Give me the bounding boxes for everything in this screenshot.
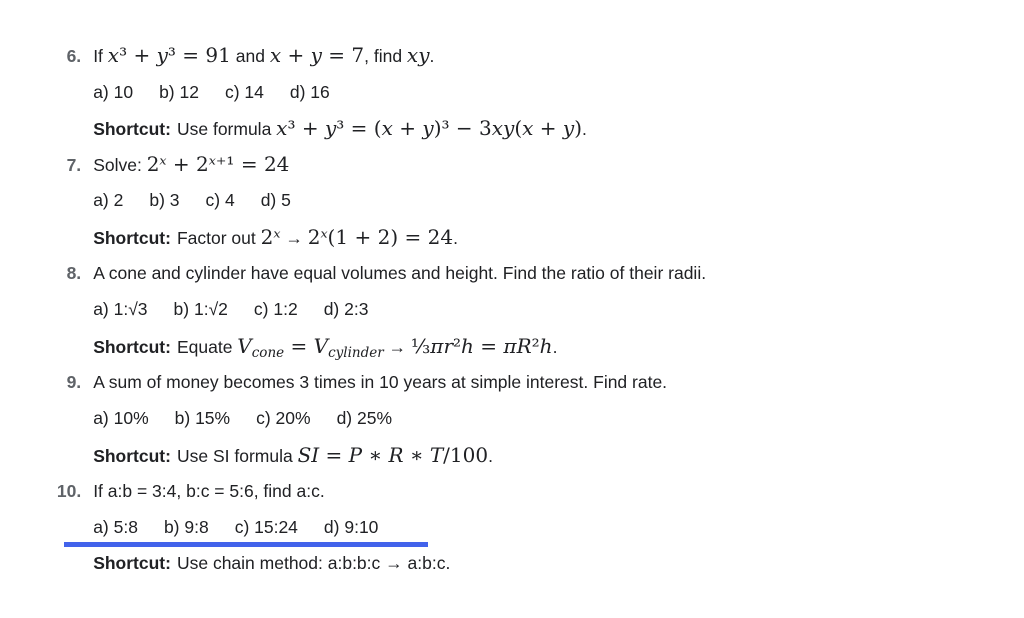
option-item: d) 9:10 xyxy=(323,517,379,538)
math-segment: ⅓πr²h = πR²h xyxy=(410,333,553,358)
question-number: 7. xyxy=(66,155,82,176)
math-subscript: cone xyxy=(251,344,285,361)
text-segment: . xyxy=(453,227,458,248)
shortcut-text xyxy=(176,115,587,140)
math-segment: x³ + y³ = 91 xyxy=(107,43,231,68)
option-item: d) 16 xyxy=(289,81,330,102)
math-subscript: cylinder xyxy=(328,344,384,361)
text-segment: A cone and cylinder have equal volumes and height. Find the ratio of their radii. xyxy=(93,263,707,284)
option-item: b) 9:8 xyxy=(163,517,209,538)
math-segment: x³ + y³ = (x + y)³ − 3xy(x + y) xyxy=(276,115,583,140)
option-item: a) 1:√3 xyxy=(93,299,148,320)
text-segment: If a:b = 3:4, b:c = 5:6, find a:c. xyxy=(93,480,325,501)
question-line xyxy=(0,1,1024,68)
option-item: c) 20% xyxy=(256,408,311,429)
option-item: b) 15% xyxy=(174,408,231,429)
question-number: 6. xyxy=(66,46,82,67)
question-text xyxy=(93,152,290,177)
text-segment: Equate xyxy=(176,336,238,357)
options-row xyxy=(93,408,418,428)
math-segment: xy xyxy=(406,43,430,68)
option-item: d) 2:3 xyxy=(323,299,369,320)
question-number: 8. xyxy=(66,263,82,284)
text-segment: Factor out xyxy=(176,227,261,248)
question-text xyxy=(93,263,706,283)
option-item: c) 1:2 xyxy=(253,299,298,320)
option-item: a) 5:8 xyxy=(93,517,138,538)
text-segment: If xyxy=(93,46,108,67)
shortcut-label: Shortcut: xyxy=(93,336,171,357)
option-item: b) 3 xyxy=(149,190,180,211)
option-item: c) 15:24 xyxy=(234,517,298,538)
shortcut-label: Shortcut: xyxy=(93,553,171,574)
options-row xyxy=(93,82,356,102)
option-item: a) 10% xyxy=(93,408,149,429)
option-item: a) 2 xyxy=(93,190,124,211)
math-segment: SI = P ∗ R ∗ T/100 xyxy=(297,442,489,467)
options-row xyxy=(93,299,394,319)
question-text xyxy=(93,43,435,68)
text-segment: . xyxy=(488,445,493,466)
math-segment: 2ˣ xyxy=(260,224,281,249)
highlight-bar xyxy=(64,542,428,547)
question-text xyxy=(93,481,325,501)
text-segment: Use formula xyxy=(176,118,277,139)
question-number: 10. xyxy=(56,480,82,501)
text-segment: and xyxy=(230,46,270,67)
text-segment: → xyxy=(280,227,308,248)
option-item: c) 4 xyxy=(205,190,235,211)
option-item: b) 12 xyxy=(159,81,199,102)
shortcut-label: Shortcut: xyxy=(93,118,171,139)
text-segment: Use SI formula xyxy=(176,445,298,466)
text-segment: . xyxy=(552,336,558,357)
option-item: c) 14 xyxy=(224,81,264,102)
math-segment: x + y = 7 xyxy=(269,43,365,68)
option-item: a) 10 xyxy=(93,81,134,102)
question-text xyxy=(93,372,667,392)
shortcut-text xyxy=(176,333,558,361)
text-segment: , find xyxy=(364,46,407,67)
question-block xyxy=(0,1,1024,140)
shortcut-text xyxy=(176,442,493,467)
shortcut-label: Shortcut: xyxy=(93,227,171,248)
math-segment: V xyxy=(313,333,329,358)
text-segment: . xyxy=(429,46,435,67)
math-segment: V xyxy=(237,333,252,358)
question-number: 9. xyxy=(66,371,82,392)
math-segment: = xyxy=(290,333,308,358)
shortcut-label: Shortcut: xyxy=(93,445,171,466)
math-segment: 2ˣ + 2ˣ⁺¹ = 24 xyxy=(146,152,290,177)
option-item: d) 5 xyxy=(260,190,291,211)
math-segment: 2ˣ(1 + 2) = 24 xyxy=(307,224,454,249)
option-item: b) 1:√2 xyxy=(173,299,228,320)
question-list xyxy=(0,1,1024,574)
options-row xyxy=(93,190,317,210)
text-segment: → xyxy=(383,336,411,357)
shortcut-text xyxy=(177,553,450,573)
shortcut-text xyxy=(176,224,458,249)
text-segment: Solve: xyxy=(93,155,147,176)
option-item: d) 25% xyxy=(336,408,393,429)
text-segment: Use chain method: a:b:b:c → a:b:c. xyxy=(176,553,451,574)
options-row xyxy=(93,517,404,537)
text-segment: A sum of money becomes 3 times in 10 years at simple interest. Find rate. xyxy=(93,371,668,392)
text-segment: . xyxy=(582,118,587,139)
